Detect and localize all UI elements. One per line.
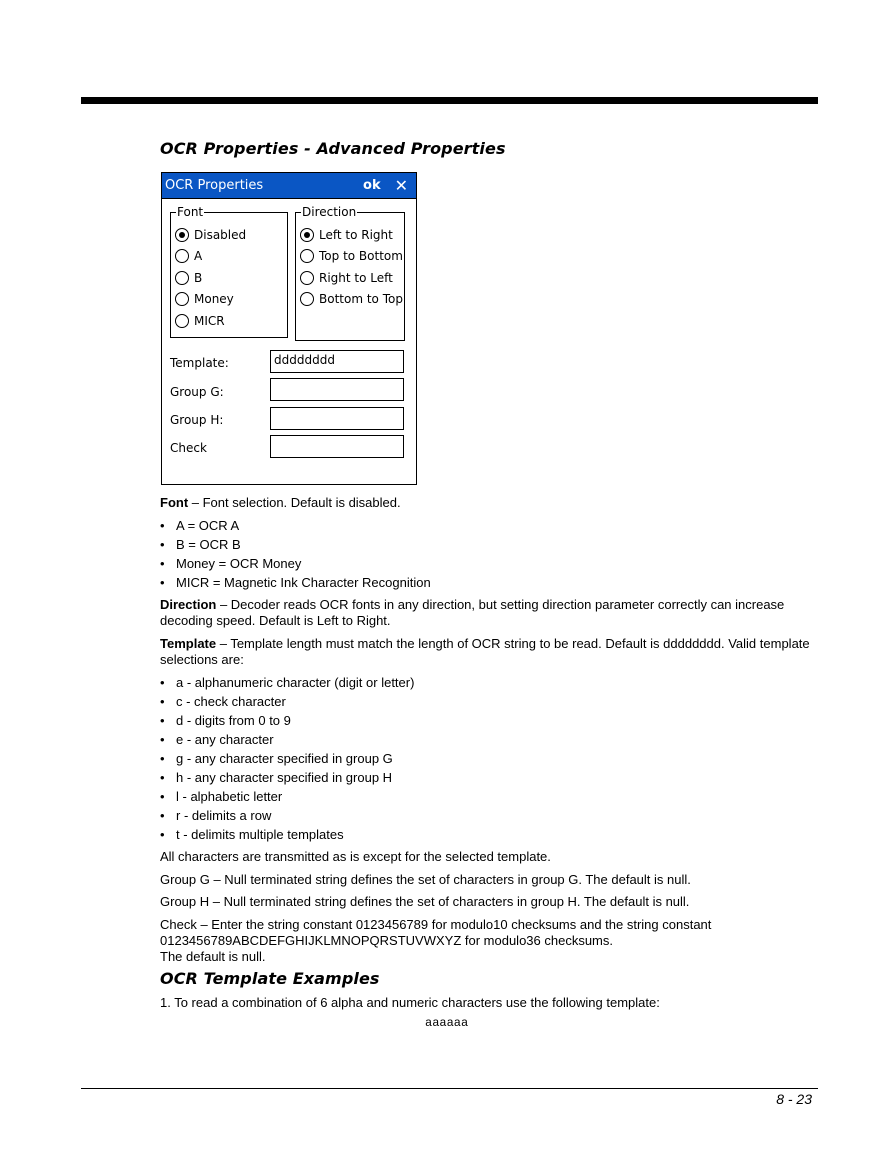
bottom-rule <box>81 1088 818 1089</box>
list-item: • d - digits from 0 to 9 <box>160 711 414 730</box>
font-option-label: MICR <box>194 314 225 328</box>
ocr-properties-dialog <box>161 172 417 485</box>
list-item: • A = OCR A <box>160 516 431 535</box>
font-option-disabled[interactable] <box>175 226 246 244</box>
radio-checked-icon <box>175 228 189 242</box>
section-heading: OCR Properties - Advanced Properties <box>160 139 506 158</box>
direction-option-label: Top to Bottom <box>319 249 403 263</box>
direction-option-label: Left to Right <box>319 228 393 242</box>
font-option-money[interactable] <box>175 290 234 308</box>
font-option-a[interactable] <box>175 247 202 265</box>
direction-option-right-to-left[interactable] <box>300 269 393 287</box>
template-description <box>160 636 820 668</box>
list-item: • a - alphanumeric character (digit or letter) <box>160 673 414 692</box>
font-bullet-list <box>160 516 431 592</box>
direction-desc-text: – Decoder reads OCR fonts in any direction, but setting direction parameter correctly can increase decoding speed. Default is Left to Right. <box>160 597 785 628</box>
list-item: • t - delimits multiple templates <box>160 825 414 844</box>
template-label: Template: <box>170 356 229 370</box>
direction-term: Direction <box>160 597 217 612</box>
close-icon[interactable]: ✕ <box>394 176 408 195</box>
radio-icon <box>300 271 314 285</box>
direction-option-bottom-to-top[interactable] <box>300 290 403 308</box>
radio-icon <box>175 271 189 285</box>
list-item: • MICR = Magnetic Ink Character Recognition <box>160 573 431 592</box>
font-group-legend: Font <box>177 205 204 219</box>
font-option-label: Disabled <box>194 228 247 242</box>
font-desc-text: – Font selection. Default is disabled. <box>188 495 401 510</box>
radio-icon <box>175 249 189 263</box>
direction-group <box>295 205 405 341</box>
template-term: Template <box>160 636 217 651</box>
radio-checked-icon <box>300 228 314 242</box>
radio-icon <box>300 249 314 263</box>
direction-group-legend: Direction <box>302 205 357 219</box>
font-option-micr[interactable] <box>175 312 225 330</box>
check-label: Check <box>170 441 207 455</box>
group-h-input[interactable] <box>270 407 404 430</box>
direction-option-label: Right to Left <box>319 271 393 285</box>
check-paragraph-line-3: The default is null. <box>160 949 266 964</box>
dialog-title: OCR Properties <box>165 178 264 193</box>
group-g-paragraph: Group G – Null terminated string defines the set of characters in group G. The default is null. <box>160 872 691 887</box>
list-item: • r - delimits a row <box>160 806 414 825</box>
top-rule <box>81 97 818 104</box>
direction-option-top-to-bottom[interactable] <box>300 247 403 265</box>
template-bullet-list <box>160 673 414 844</box>
direction-description <box>160 597 815 629</box>
group-g-input[interactable] <box>270 378 404 401</box>
direction-option-label: Bottom to Top <box>319 292 403 306</box>
ok-button[interactable]: ok <box>363 178 381 193</box>
font-group <box>170 205 288 338</box>
radio-icon <box>300 292 314 306</box>
group-h-paragraph: Group H – Null terminated string defines the set of characters in group H. The default is null. <box>160 894 690 909</box>
list-item: • B = OCR B <box>160 535 431 554</box>
radio-icon <box>175 292 189 306</box>
font-term: Font <box>160 495 189 510</box>
example-1-text: 1. To read a combination of 6 alpha and numeric characters use the following template: <box>160 995 660 1010</box>
examples-heading: OCR Template Examples <box>160 969 380 988</box>
list-item: • Money = OCR Money <box>160 554 431 573</box>
template-input[interactable]: dddddddd <box>270 350 404 373</box>
font-option-label: B <box>194 271 203 285</box>
all-characters-paragraph: All characters are transmitted as is except for the selected template. <box>160 849 551 864</box>
font-option-b[interactable] <box>175 269 202 287</box>
list-item: • e - any character <box>160 730 414 749</box>
check-paragraph-line-2: 0123456789ABCDEFGHIJKLMNOPQRSTUVWXYZ for modulo36 checksums. <box>160 933 614 948</box>
font-option-label: Money <box>194 292 234 306</box>
template-desc-text: – Template length must match the length of OCR string to be read. Default is dddddddd. Valid template selections are: <box>160 636 810 667</box>
direction-option-left-to-right[interactable] <box>300 226 393 244</box>
list-item: • c - check character <box>160 692 414 711</box>
list-item: • l - alphabetic letter <box>160 787 414 806</box>
list-item: • h - any character specified in group H <box>160 768 414 787</box>
group-h-label: Group H: <box>170 413 224 427</box>
radio-icon <box>175 314 189 328</box>
list-item: • g - any character specified in group G <box>160 749 414 768</box>
font-description <box>160 495 820 511</box>
check-input[interactable] <box>270 435 404 458</box>
page-number: 8 - 23 <box>776 1091 812 1107</box>
font-option-label: A <box>194 249 203 263</box>
group-g-label: Group G: <box>170 385 224 399</box>
dialog-titlebar <box>162 173 416 199</box>
check-paragraph-line-1: Check – Enter the string constant 0123456789 for modulo10 checksums and the string constant <box>160 917 712 932</box>
example-1-code: aaaaaa <box>425 1016 469 1030</box>
